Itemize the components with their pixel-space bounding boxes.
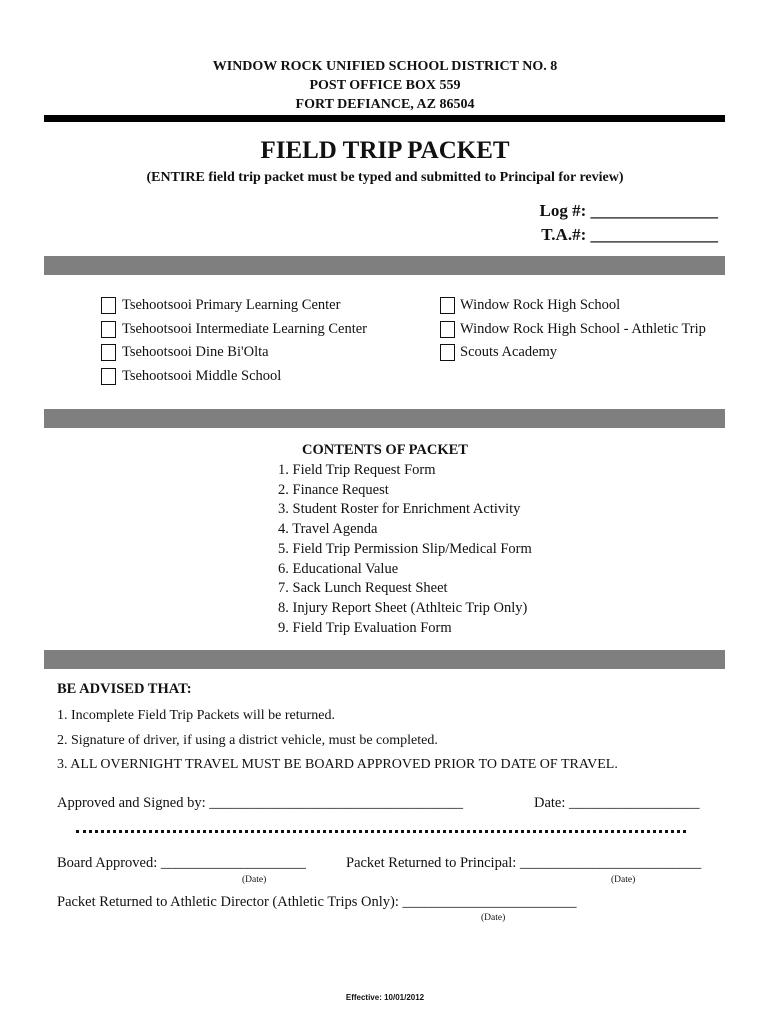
dotted-divider	[76, 830, 686, 833]
list-item: 3. Student Roster for Enrichment Activity	[278, 501, 521, 518]
list-item: 2. Finance Request	[278, 481, 389, 498]
page-title: FIELD TRIP PACKET	[260, 137, 510, 164]
checkbox-dine-biolta[interactable]	[101, 344, 116, 361]
ta-number-field[interactable]: T.A.#: _______________	[541, 225, 718, 244]
section-band-2	[44, 409, 725, 428]
board-approved-field[interactable]: Board Approved: ____________________	[57, 855, 306, 871]
school-label: Scouts Academy	[460, 344, 558, 360]
checkbox-primary-learning-center[interactable]	[101, 297, 116, 314]
checkbox-window-rock-high-school[interactable]	[440, 297, 455, 314]
list-item: 8. Injury Report Sheet (Athlteic Trip Only)	[278, 599, 528, 616]
advised-title: BE ADVISED THAT:	[57, 681, 192, 697]
page-subtitle: (ENTIRE field trip packet must be typed and submitted to Principal for review)	[146, 170, 624, 185]
list-item: 6. Educational Value	[278, 560, 399, 577]
approved-signed-field[interactable]: Approved and Signed by: ___________________________________	[57, 795, 463, 811]
advised-item: 1. Incomplete Field Trip Packets will be returned.	[57, 708, 336, 723]
section-band-1	[44, 256, 725, 275]
section-band-3	[44, 650, 725, 669]
header-rule	[44, 115, 725, 122]
district-po-box: POST OFFICE BOX 559	[309, 78, 461, 93]
school-label: Tsehootsooi Middle School	[122, 368, 282, 384]
date-caption: (Date)	[481, 913, 506, 923]
list-item: 4. Travel Agenda	[278, 521, 378, 538]
school-label: Tsehootsooi Dine Bi'Olta	[122, 344, 269, 360]
date-caption: (Date)	[242, 875, 267, 885]
checkbox-middle-school[interactable]	[101, 368, 116, 385]
school-label: Tsehootsooi Intermediate Learning Center	[122, 321, 367, 337]
list-item: 7. Sack Lunch Request Sheet	[278, 580, 448, 597]
contents-title: CONTENTS OF PACKET	[302, 442, 468, 458]
footer-effective-date: Effective: 10/01/2012	[345, 993, 425, 1002]
list-item: 9. Field Trip Evaluation Form	[278, 619, 452, 636]
district-name: WINDOW ROCK UNIFIED SCHOOL DISTRICT NO. 8	[212, 59, 558, 74]
district-city: FORT DEFIANCE, AZ 86504	[295, 97, 475, 112]
checkbox-scouts-academy[interactable]	[440, 344, 455, 361]
list-item: 1. Field Trip Request Form	[278, 462, 436, 478]
contents-list	[278, 461, 532, 638]
list-item: 5. Field Trip Permission Slip/Medical Form	[278, 540, 532, 557]
school-label: Window Rock High School	[460, 297, 621, 313]
school-label: Tsehootsooi Primary Learning Center	[122, 297, 341, 313]
checkbox-intermediate-learning-center[interactable]	[101, 321, 116, 338]
log-number-field[interactable]: Log #: _______________	[539, 201, 718, 220]
packet-returned-principal-field[interactable]: Packet Returned to Principal: _________________________	[346, 855, 702, 871]
approved-date-field[interactable]: Date: __________________	[534, 795, 700, 811]
advised-item: 2. Signature of driver, if using a district vehicle, must be completed.	[57, 733, 438, 748]
checkbox-athletic-trip[interactable]	[440, 321, 455, 338]
school-label: Window Rock High School - Athletic Trip	[460, 321, 706, 337]
athletic-director-field[interactable]: Packet Returned to Athletic Director (Athletic Trips Only): ________________________	[57, 894, 577, 910]
advised-item: 3. ALL OVERNIGHT TRAVEL MUST BE BOARD APPROVED PRIOR TO DATE OF TRAVEL.	[57, 757, 618, 772]
date-caption: (Date)	[611, 875, 636, 885]
